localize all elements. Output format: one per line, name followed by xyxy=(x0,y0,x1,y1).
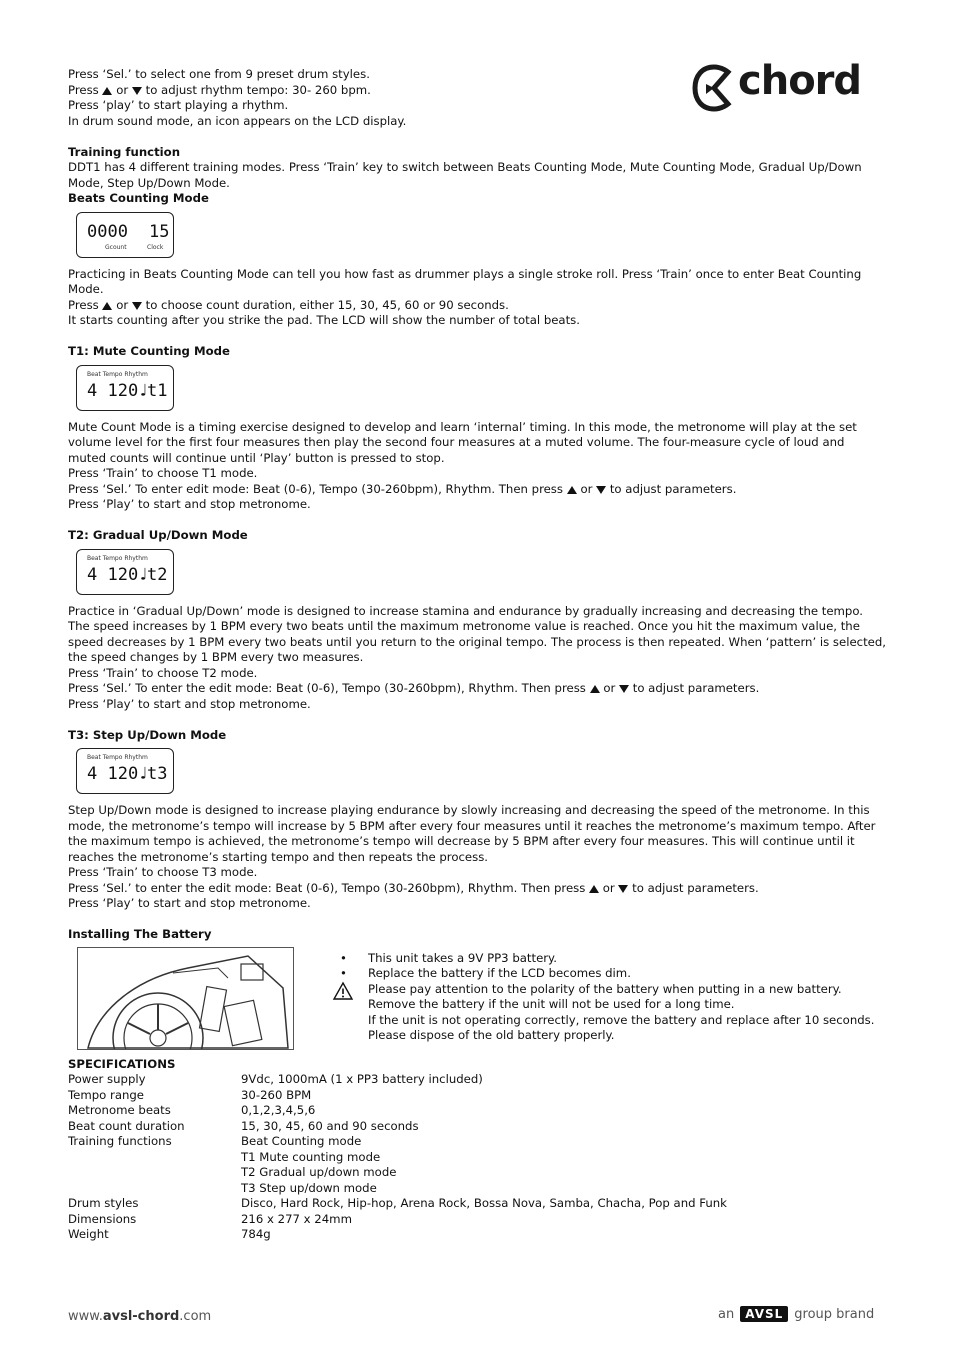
down-arrow-icon xyxy=(619,685,629,693)
t3-p1: Step Up/Down mode is designed to increase playing endurance by slowly increasing and decreasing the speed of the metronome. In this mode, the metronome’s tempo will increase by 5 BPM after every four measures until it reaches the metronome’s maximum tempo. After the maximum tempo is achieved, the metronome’s tempo will decrease by 5 BPM after every four measures. This will continue until it reaches the metronome’s starting tempo and then repeats the process. xyxy=(68,803,876,864)
list-item: If the unit is not operating correctly, remove the battery and replace after 10 seconds. xyxy=(368,1012,875,1027)
t3-lcd-display xyxy=(76,748,174,794)
table-row: Beat count duration 15, 30, 45, 60 and 90 seconds xyxy=(68,1118,419,1133)
list-item: • This unit takes a 9V PP3 battery. xyxy=(340,950,558,965)
t2-p1: Practice in ‘Gradual Up/Down’ mode is designed to increase stamina and endurance by gradually increasing and decreasing the tempo. The speed increases by 1 BPM every two beats until the maximum metronome value is reached. Once you hit the maximum value, the speed decreases by 1 BPM every two beats until you return to the original tempo. The process is then repeated. When ‘pattern’ is selected, the speed changes by 1 BPM every two measures. xyxy=(68,603,886,664)
down-arrow-icon xyxy=(618,885,628,893)
lcd-label-clock: Clock xyxy=(147,243,164,251)
table-row: Metronome beats 0,1,2,3,4,5,6 xyxy=(68,1103,316,1117)
up-arrow-icon xyxy=(589,885,599,893)
battery-notes xyxy=(334,951,894,1044)
lcd-mode-digits: t2 xyxy=(147,564,168,585)
table-row: Dimensions 216 x 277 x 24mm xyxy=(68,1211,352,1226)
intro-line-2: Press or to adjust rhythm tempo: 30- 260 bpm. xyxy=(68,82,371,97)
training-heading: Training function xyxy=(68,144,181,159)
lcd-labels: Beat Tempo Rhythm xyxy=(87,370,148,378)
t2-p2: Press ‘Train’ to choose T2 mode. xyxy=(68,665,258,680)
t2-lcd-display xyxy=(76,549,174,595)
beats-p1: Practicing in Beats Counting Mode can tell you how fast as drummer plays a single stroke roll. Press ‘Train’ once to enter Beat Counting Mode. xyxy=(68,266,862,296)
footer-url[interactable]: www.avsl-chord.com xyxy=(68,1309,212,1324)
up-arrow-icon xyxy=(102,87,112,95)
table-row: Power supply 9Vdc, 1000mA (1 x PP3 battery included) xyxy=(68,1072,483,1086)
lcd-right-digits: 15 xyxy=(149,221,170,242)
specs-table xyxy=(68,1072,886,1243)
t3-p4: Press ‘Play’ to start and stop metronome. xyxy=(68,896,311,910)
t2-heading: T2: Gradual Up/Down Mode xyxy=(68,528,248,542)
table-row: Tempo range 30-260 BPM xyxy=(68,1087,312,1102)
table-row: Drum styles Disco, Hard Rock, Hip-hop, Arena Rock, Bossa Nova, Samba, Chacha, Pop and Funk xyxy=(68,1196,727,1210)
battery-section xyxy=(68,947,886,1051)
lcd-main-digits: 4 120♩ xyxy=(87,564,149,585)
lcd-labels: Beat Tempo Rhythm xyxy=(87,554,148,562)
table-row: Training functions Beat Counting mode T1 Mute counting mode T2 Gradual up/down mode T3 Step up/down mode xyxy=(68,1134,397,1195)
list-item: • Replace the battery if the LCD becomes dim. xyxy=(340,966,631,980)
avsl-logo: AVSL xyxy=(740,1306,788,1322)
lcd-label-gcount: Gcount xyxy=(105,243,127,251)
up-arrow-icon xyxy=(567,486,577,494)
beats-p3: It starts counting after you strike the pad. The LCD will show the number of total beats. xyxy=(68,313,580,327)
lcd-mode-digits: t1 xyxy=(147,380,168,401)
t3-p2: Press ‘Train’ to choose T3 mode. xyxy=(68,865,258,879)
logo-text: chord xyxy=(738,58,862,104)
beats-p2: Press or to choose count duration, either 15, 30, 45, 60 or 90 seconds. xyxy=(68,297,509,312)
intro-line-4: In drum sound mode, an icon appears on the LCD display. xyxy=(68,113,407,128)
t1-p4: Press ‘Play’ to start and stop metronome. xyxy=(68,497,311,511)
battery-heading: Installing The Battery xyxy=(68,927,212,941)
t1-p2: Press ‘Train’ to choose T1 mode. xyxy=(68,466,258,480)
up-arrow-icon xyxy=(102,302,112,310)
intro-line-1: Press ‘Sel.’ to select one from 9 preset drum styles. xyxy=(68,67,370,81)
lcd-main-digits: 0000 xyxy=(87,221,128,242)
battery-compartment-image xyxy=(77,947,294,1050)
t3-p3: Press ‘Sel.’ to enter the edit mode: Beat (0-6), Tempo (30-260bpm), Rhythm. Then press or to adjust parameters. xyxy=(68,880,759,895)
specs-heading: SPECIFICATIONS xyxy=(68,1056,176,1071)
up-arrow-icon xyxy=(590,685,600,693)
t1-p3: Press ‘Sel.’ To enter edit mode: Beat (0-6), Tempo (30-260bpm), Rhythm. Then press or to adjust parameters. xyxy=(68,481,737,496)
down-arrow-icon xyxy=(596,486,606,494)
t2-p3: Press ‘Sel.’ To enter the edit mode: Beat (0-6), Tempo (30-260bpm), Rhythm. Then press or to adjust parameters. xyxy=(68,681,760,695)
lcd-labels: Beat Tempo Rhythm xyxy=(87,754,148,761)
list-item: Please pay attention to the polarity of the battery when putting in a new battery. xyxy=(334,982,894,998)
lcd-mode-digits: t3 xyxy=(147,764,168,784)
t1-lcd-display xyxy=(76,365,174,411)
t3-heading: T3: Step Up/Down Mode xyxy=(68,727,227,742)
beats-lcd-display xyxy=(76,212,174,258)
list-item: Please dispose of the old battery properly. xyxy=(368,1028,615,1042)
footer-brand: an AVSL group brand xyxy=(718,1306,875,1322)
intro-line-3: Press ‘play’ to start playing a rhythm. xyxy=(68,98,289,112)
beats-heading: Beats Counting Mode xyxy=(68,191,209,205)
t1-heading: T1: Mute Counting Mode xyxy=(68,344,230,358)
lcd-main-digits: 4 120♩ xyxy=(87,380,149,401)
list-item: Remove the battery if the unit will not be used for a long time. xyxy=(368,997,735,1011)
down-arrow-icon xyxy=(132,302,142,310)
page-content xyxy=(68,67,886,1243)
t1-p1: Mute Count Mode is a timing exercise designed to develop and learn ‘internal’ timing. In this mode, the metronome will play at the set volume level for the first four measures then play the second four measures at a muted volume. The four-measure cycle of loud and muted counts will continue until ‘Play’ button is pressed to stop. xyxy=(68,419,857,465)
lcd-main-digits: 4 120♩ xyxy=(87,764,149,784)
training-text: DDT1 has 4 different training modes. Press ‘Train’ key to switch between Beats Counting Mode, Mute Counting Mode, Gradual Up/Down Mode, Step Up/Down Mode. xyxy=(68,160,862,190)
t2-p4: Press ‘Play’ to start and stop metronome. xyxy=(68,696,311,711)
down-arrow-icon xyxy=(132,87,142,95)
table-row: Weight 784g xyxy=(68,1227,271,1241)
